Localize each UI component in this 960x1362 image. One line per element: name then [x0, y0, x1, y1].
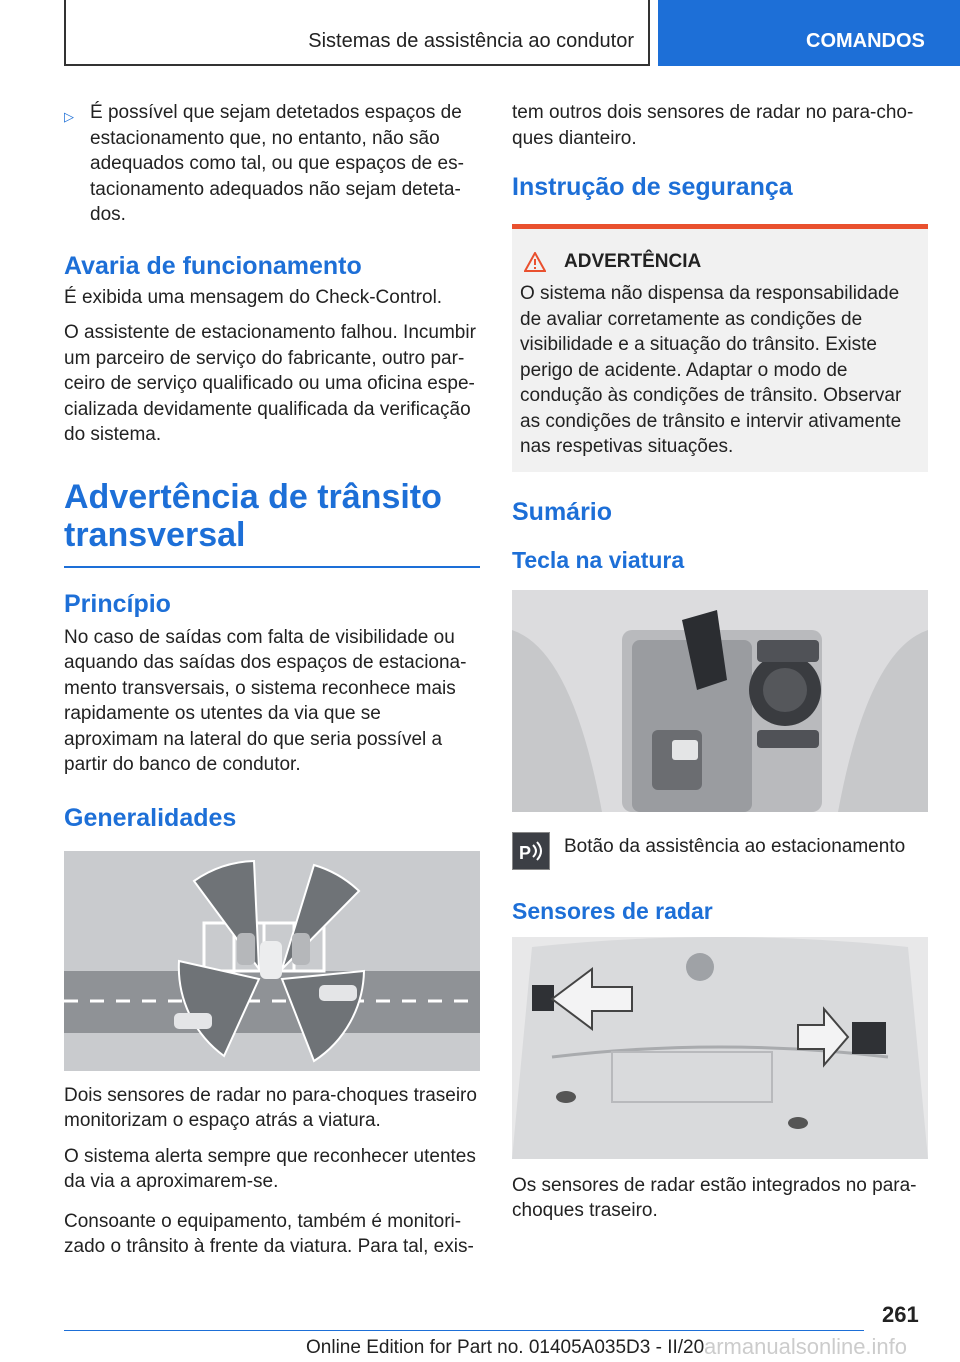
triangle-bullet-icon: ▷ — [64, 109, 74, 124]
button-caption: Botão da assistência ao estacionamento — [564, 835, 906, 857]
general-paragraph-1: Dois sensores de radar no para-choques traseiro monitorizam o espaço atrás a viatura. — [64, 1084, 477, 1131]
header-chapter-label: COMANDOS — [806, 30, 925, 52]
continued-paragraph: tem outros dois sensores de radar no para-choques dianteiro. — [512, 102, 914, 149]
cross-traffic-illustration — [64, 851, 480, 1071]
principle-heading: Princípio — [64, 589, 171, 618]
safety-heading: Instrução de segurança — [512, 173, 793, 201]
general-paragraph-2: O sistema alerta sempre que reconhecer utentes da via a aproximarem-se. — [64, 1145, 476, 1192]
button-heading: Tecla na viatura — [512, 546, 685, 573]
general-heading: Generalidades — [64, 803, 237, 832]
page-number: 261 — [882, 1302, 919, 1327]
rear-bumper-image — [512, 937, 928, 1159]
park-assist-button-icon — [512, 832, 550, 870]
warning-box — [512, 224, 928, 472]
malfunction-paragraph-2: O assistente de estacionamento falhou. Incumbir um parceiro de serviço do fabricante, outro parceiro de serviço qualificado ou uma oficina especializada devidamente qualificada da verificação do sistema. — [64, 322, 476, 445]
principle-paragraph: No caso de saídas com falta de visibilidade ou aquando das saídas dos espaços de estacionamento transversais, o sistema reconhece mais rapidamente os utentes da via que se aproximam na lateral do que seria possível a partir do banco de condutor. — [64, 626, 467, 775]
footer-watermark: armanualsonline.info — [704, 1334, 908, 1359]
center-console-photo — [512, 590, 928, 812]
radar-caption: Os sensores de radar estão integrados no para-choques traseiro. — [512, 1174, 917, 1221]
malfunction-paragraph-1: É exibida uma mensagem do Check-Control. — [64, 286, 443, 308]
general-paragraph-3: Consoante o equipamento, também é monitorizado o trânsito à frente da viatura. Para tal, exis- — [64, 1210, 474, 1257]
bullet-text: É possível que sejam detetados espaços de estacionamento que, no entanto, não são adequados como tal, ou que espaços de estacionamento adequados não sejam detetados. — [90, 102, 464, 225]
section-main-heading: Advertência de trânsito transversal — [64, 477, 442, 554]
summary-heading: Sumário — [512, 497, 613, 526]
warning-triangle-icon — [524, 252, 546, 272]
header-section-box — [64, 0, 650, 66]
svg-text:P: P — [519, 842, 532, 863]
button-legend-row — [512, 832, 928, 870]
warning-text: O sistema não dispensa da responsabilidade de avaliar corretamente as condições de visibilidade e a situação do trânsito. Existe perigo de acidente. Adaptar o modo de condução às condições de trânsito. Observar as condições de trânsito e intervir ativamente nas respetivas situações. — [520, 283, 902, 457]
right-column — [512, 100, 928, 1234]
header-section-title: Sistemas de assistência ao condutor — [308, 30, 634, 52]
footer-edition: Online Edition for Part no. 01405A035D3 - II/20 — [306, 1337, 705, 1358]
heading-rule — [64, 566, 480, 568]
footer-rule — [64, 1330, 864, 1331]
header-chapter-tab — [658, 0, 960, 66]
rear-bumper-photo — [512, 937, 928, 1159]
warning-label: ADVERTÊNCIA — [564, 251, 702, 272]
center-console-image — [512, 590, 928, 812]
radar-heading: Sensores de radar — [512, 897, 713, 924]
cross-traffic-diagram — [64, 851, 480, 1071]
left-column — [64, 100, 480, 1270]
bullet-item — [64, 100, 480, 228]
warning-title — [520, 251, 920, 273]
malfunction-heading: Avaria de funcionamento — [64, 251, 362, 280]
